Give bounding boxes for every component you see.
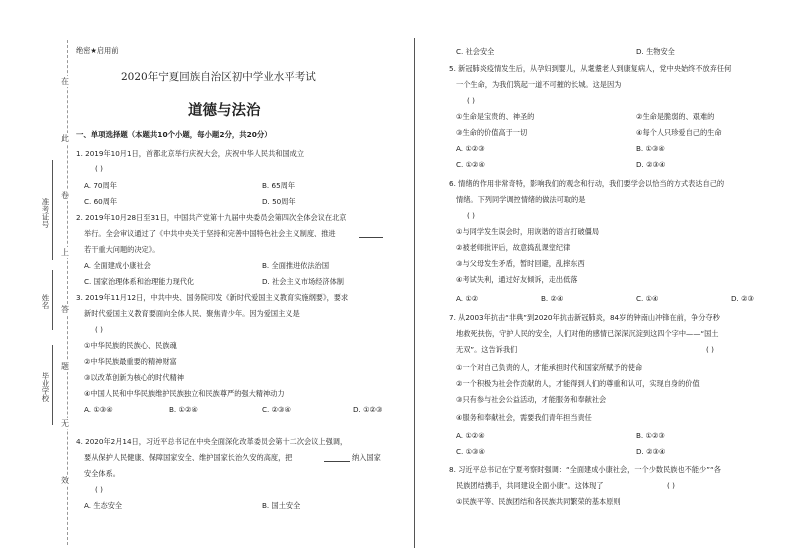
q1-option-a: A. 70周年 <box>84 181 117 190</box>
q1-option-c: C. 60周年 <box>84 197 118 206</box>
q4-stem-2: 要从保护人民健康、保障国家安全、维护国家长治久安的高度，把 <box>84 453 293 462</box>
binding-dash-line <box>67 40 68 545</box>
q3-option-b: B. ①②④ <box>169 405 198 414</box>
q4-option-c: C. 社会安全 <box>456 47 495 56</box>
q3-option-c: C. ②③④ <box>262 405 291 414</box>
q6-item-4: ④考试失利，通过好友倾诉，走出低落 <box>456 275 578 284</box>
q2-stem-2: 举行。全会审议通过了《中共中央关于坚持和完善中国特色社会主义制度、推进 <box>84 229 336 238</box>
page-divider <box>414 38 415 548</box>
binding-char: 卷 <box>61 191 69 200</box>
q1-stem: 1. 2019年10月1日，首都北京举行庆祝大会，庆祝中华人民共和国成立 <box>76 149 305 158</box>
q6-option-c: C. ①④ <box>636 294 659 303</box>
q4-option-b: B. 国土安全 <box>262 501 301 510</box>
q7-item-1: ①一个对自己负责的人，才能承担时代和国家所赋予的使命 <box>456 363 643 372</box>
q7-item-4: ④服务和奉献社会，需要我们青年担当责任 <box>456 413 592 422</box>
q4-stem-1: 4. 2020年2月14日，习近平总书记在中央全面深化改革委员会第十二次会议上强调， <box>76 437 348 446</box>
binding-char: 答 <box>61 305 69 314</box>
q7-option-a: A. ①②④ <box>456 431 485 440</box>
q3-bracket: ( ) <box>95 325 103 334</box>
q8-bracket: ( ) <box>667 481 675 490</box>
binding-char: 题 <box>61 362 69 371</box>
binding-char: 上 <box>61 248 69 257</box>
q5-option-d: D. ②③④ <box>636 160 666 169</box>
q5-bracket: ( ) <box>467 96 475 105</box>
subject-title: 道德与法治 <box>188 102 261 119</box>
q8-stem-2: 民族团结携手，共同建设全面小康”。这体现了 <box>456 481 604 490</box>
exam-title: 2020年宁夏回族自治区初中学业水平考试 <box>121 71 316 83</box>
q5-option-a: A. ①②③ <box>456 144 485 153</box>
q8-stem-1: 8. 习近平总书记在宁夏考察时强调：“全面建成小康社会，一个少数民族也不能少”“各 <box>449 465 721 474</box>
q7-option-b: B. ①②③ <box>636 431 665 440</box>
name-label: 姓名 <box>41 294 50 309</box>
q6-stem-2: 情绪。下列同学调控情绪的做法可取的是 <box>456 195 586 204</box>
q7-stem-1: 7. 从2003年抗击“非典”到2020年抗击新冠肺炎，84岁的钟南山冲锋在前，争分夺秒 <box>449 313 720 322</box>
q4-bracket: ( ) <box>95 485 103 494</box>
binding-char: 效 <box>61 476 69 485</box>
name-line <box>52 270 53 330</box>
q3-item-4: ④中国人民和中华民族维护民族独立和民族尊严的强大精神动力 <box>84 389 285 398</box>
q3-option-a: A. ①③④ <box>84 405 113 414</box>
q2-option-c: C. 国家治理体系和治理能力现代化 <box>84 277 195 286</box>
q2-option-a: A. 全面建成小康社会 <box>84 261 151 270</box>
q7-item-2: ②一个积极为社会作贡献的人，才能得到人们的尊重和认可，实现自身的价值 <box>456 379 700 388</box>
q6-item-2: ②被老师批评后，故意捣乱课堂纪律 <box>456 243 571 252</box>
q7-bracket: ( ) <box>706 345 714 354</box>
q7-stem-3: 无双”。这告诉我们 <box>456 345 518 354</box>
q1-option-b: B. 65周年 <box>262 181 296 190</box>
q5-item-3: ③生命的价值高于一切 <box>456 128 528 137</box>
q6-option-b: B. ②④ <box>541 294 564 303</box>
q3-option-d: D. ①②③ <box>353 405 383 414</box>
q4-blank <box>324 461 350 462</box>
q5-option-b: B. ①③④ <box>636 144 665 153</box>
q7-option-c: C. ①③④ <box>456 447 485 456</box>
q2-option-d: D. 社会主义市场经济体制 <box>262 277 344 286</box>
q3-stem-2: 新时代爱国主义教育要面向全体人民、聚焦青少年。因为爱国主义是 <box>84 309 300 318</box>
q5-stem-1: 5. 新冠肺炎疫情发生后，从孕妇到婴儿，从耄耋老人到康复病人，党中央始终不放弃任何 <box>449 64 732 73</box>
q1-option-d: D. 50周年 <box>262 197 296 206</box>
q7-item-3: ③只有参与社会公益活动，才能服务和奉献社会 <box>456 395 607 404</box>
q7-stem-2: 地救死扶伤，守护人民的安全，人们对他的感情已深深沉淀到这四个字中——“国土 <box>456 329 719 338</box>
school-label: 毕业学校 <box>41 372 50 402</box>
q6-option-d: D. ②③ <box>731 294 754 303</box>
q3-stem-1: 3. 2019年11月12日，中共中央、国务院印发《新时代爱国主义教育实施纲要》，要求 <box>76 293 349 302</box>
q5-item-4: ④每个人只珍爱自己的生命 <box>636 128 722 137</box>
q5-item-1: ①生命是宝贵的、神圣的 <box>456 112 535 121</box>
q4-stem-2b: 纳入国家 <box>352 453 381 462</box>
q6-item-3: ③与父母发生矛盾，暂时回避，乱摔东西 <box>456 259 585 268</box>
confidential-mark: 绝密★启用前 <box>76 46 119 55</box>
q3-item-3: ③以改革创新为核心的时代精神 <box>84 373 184 382</box>
school-line <box>52 345 53 425</box>
q6-option-a: A. ①② <box>456 294 479 303</box>
section-heading: 一、单项选择题（本题共10个小题，每小题2分，共20分） <box>76 130 272 139</box>
q4-stem-3: 安全体系。 <box>84 469 120 478</box>
q8-item-1: ①民族平等、民族团结和各民族共同繁荣的基本原则 <box>456 497 621 506</box>
binding-char: 无 <box>61 419 69 428</box>
q7-option-d: D. ②③④ <box>636 447 666 456</box>
q3-item-2: ②中华民族最重要的精神财富 <box>84 357 177 366</box>
q3-item-1: ①中华民族的民族心、民族魂 <box>84 341 177 350</box>
q5-item-2: ②生命是脆弱的、艰难的 <box>636 112 715 121</box>
q6-stem-1: 6. 情绪的作用非常奇特，影响我们的观念和行动，我们要学会以恰当的方式表达自己的 <box>449 179 725 188</box>
q6-bracket: ( ) <box>467 211 475 220</box>
q1-bracket: ( ) <box>95 164 103 173</box>
q2-blank <box>359 237 383 238</box>
exam-number-label: 准考证号 <box>41 198 50 228</box>
exam-number-line <box>52 160 53 260</box>
q2-stem-1: 2. 2019年10月28日至31日，中国共产党第十九届中央委员会第四次全体会议在北京 <box>76 213 347 222</box>
q5-stem-2: 一个生命，为我们筑起一道不可摧的长城。这是因为 <box>456 80 622 89</box>
binding-char: 在 <box>61 77 69 86</box>
q2-option-b: B. 全面推进依法治国 <box>262 261 330 270</box>
q4-option-a: A. 生态安全 <box>84 501 123 510</box>
q5-option-c: C. ①②④ <box>456 160 485 169</box>
q2-stem-3: 若干重大问题的决定》。 <box>84 245 160 254</box>
q4-option-d: D. 生物安全 <box>636 47 675 56</box>
binding-char: 此 <box>61 134 69 143</box>
q6-item-1: ①与同学发生误会时，用诙谐的语言打破僵局 <box>456 227 600 236</box>
